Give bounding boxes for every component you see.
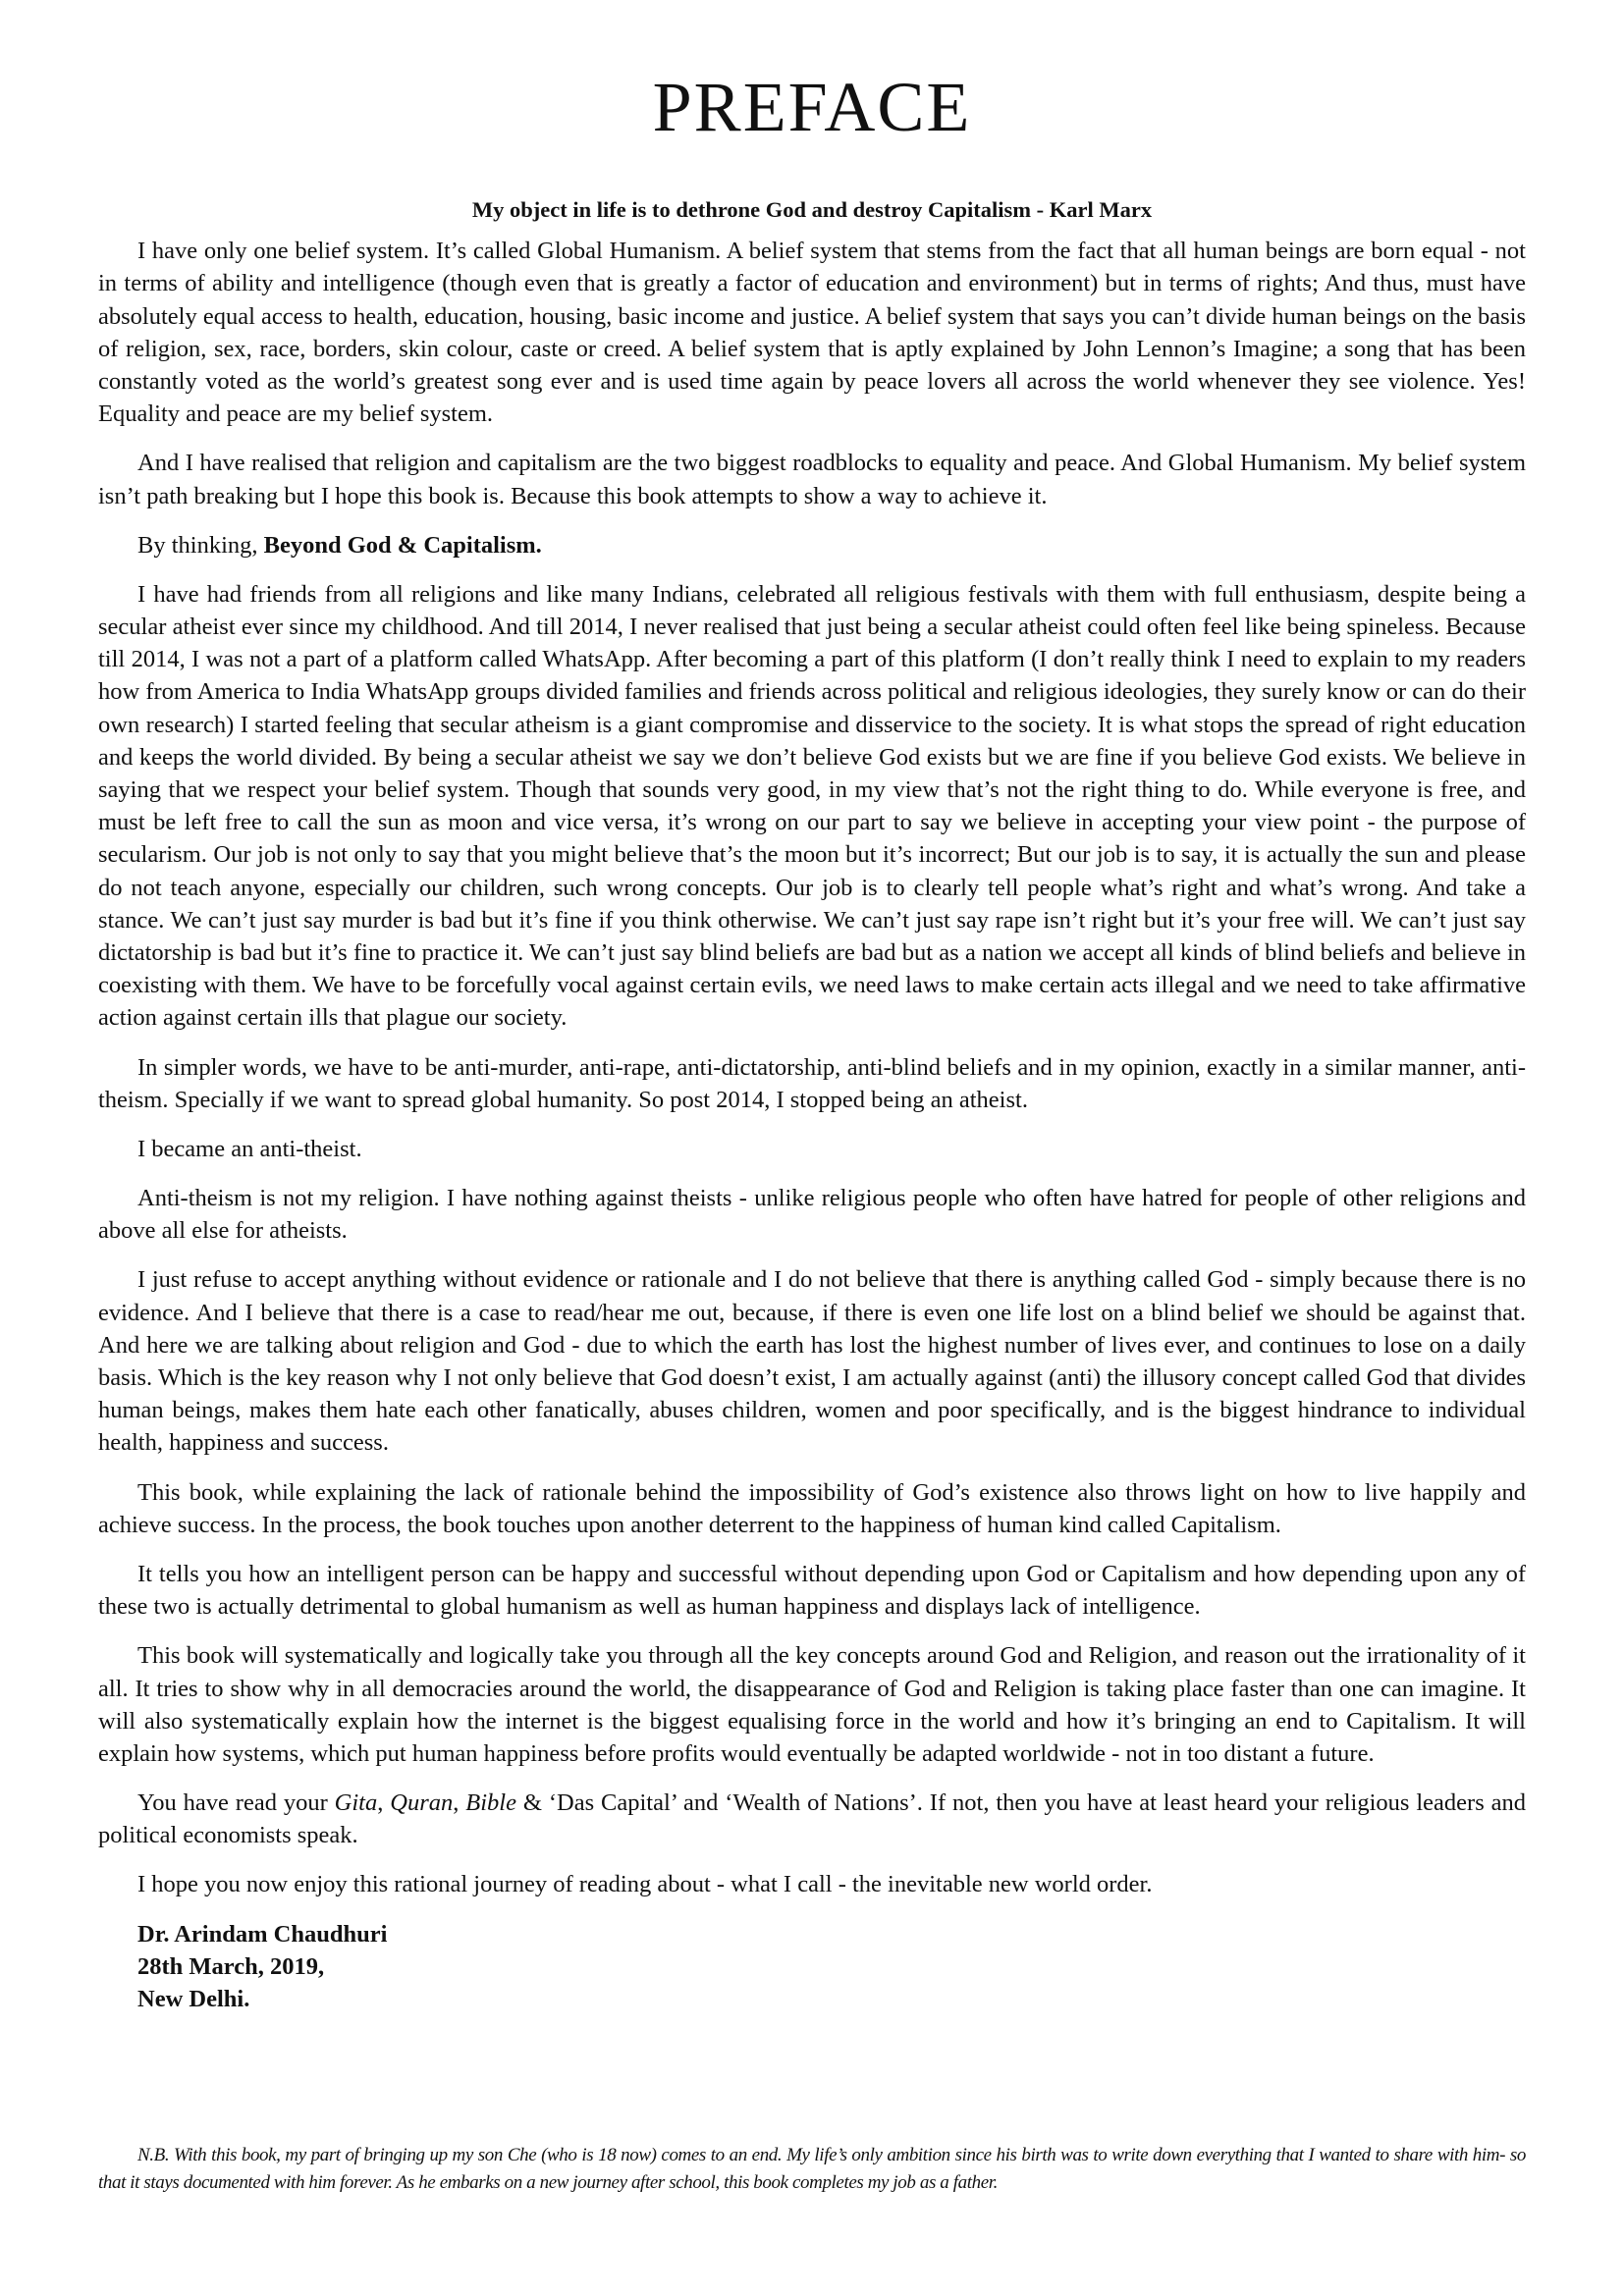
paragraph-7: Anti-theism is not my religion. I have nothing against theists - unlike religious people who often have hatred for people of other religions and above all else for atheists. [98, 1185, 1526, 1245]
signature-block [98, 1918, 1526, 2016]
author-name: Dr. Arindam Chaudhuri [137, 1920, 388, 1948]
paragraph-3-prefix: By thinking, [137, 531, 264, 559]
paragraph-12-quran: Quran [390, 1789, 454, 1817]
paragraph-12-part-d: & ‘Das Capital’ and ‘Wealth of Nations’. If not, then you have at least heard your religious leaders and political economists speak. [98, 1789, 1527, 1849]
paragraph-1: I have only one belief system. It’s called Global Humanism. A belief system that stems from the fact that all human beings are born equal - not in terms of ability and intelligence (though even that is greatly a factor of education and environment) but in terms of rights; And thus, must have absolutely equal access to health, education, housing, basic income and justice. A belief system that says you can’t divide human beings on the basis of religion, sex, race, borders, skin colour, caste or creed. A belief system that is aptly explained by John Lennon’s Imagine; a song that has been constantly voted as the world’s greatest song ever and is used time again by peace lovers all across the world whenever they see violence. Yes! Equality and peace are my belief system. [98, 238, 1526, 428]
paragraph-12-part-b: , [377, 1789, 391, 1817]
paragraph-12-part-a: You have read your [137, 1789, 335, 1817]
page-title: PREFACE [652, 68, 972, 146]
paragraph-5: In simpler words, we have to be anti-murder, anti-rape, anti-dictatorship, anti-blind beliefs and in my opinion, exactly in a similar manner, anti-theism. Specially if we want to spread global humanity. So post 2014, I stopped being an atheist. [98, 1053, 1526, 1113]
epigraph-quote: My object in life is to dethrone God and destroy Capitalism - Karl Marx [471, 197, 1153, 223]
preface-page [98, 69, 1526, 2016]
paragraph-2: And I have realised that religion and capitalism are the two biggest roadblocks to equality and peace. And Global Humanism. My belief system isn’t path breaking but I hope this book is. Because this book attempts to show a way to achieve it. [98, 450, 1526, 509]
paragraph-12-gita: Gita [334, 1789, 378, 1817]
paragraph-3-bold: Beyond God & Capitalism. [263, 531, 542, 559]
paragraph-3 [98, 529, 1526, 561]
footnote: N.B. With this book, my part of bringing up my son Che (who is 18 now) comes to an end. My life’s only ambition since his birth was to write down everything that I wanted to share with him- so that it stays documented with him forever. As he embarks on a new journey after school, this book completes my job as a father. [98, 2145, 1526, 2193]
paragraph-10: It tells you how an intelligent person can be happy and successful without depending upon God or Capitalism and how depending upon any of these two is actually detrimental to global humanism as well as human happiness and displays lack of intelligence. [98, 1560, 1526, 1621]
paragraph-8: I just refuse to accept anything without evidence or rationale and I do not believe that there is anything called God - simply because there is no evidence. And I believe that there is a case to read/hear me out, because, if there is even one life lost on a blind belief we should be against that. And here we are talking about religion and God - due to which the earth has lost the highest number of lives ever, and continues to lose on a daily basis. Which is the key reason why I not only believe that God doesn’t exist, I am actually against (anti) the illusory concept called God that divides human beings, makes them hate each other fanatically, abuses children, women and poor specifically, and is the biggest hindrance to individual health, happiness and success. [98, 1266, 1526, 1457]
paragraph-12 [98, 1787, 1526, 1851]
paragraph-11: This book will systematically and logically take you through all the key concepts around God and Religion, and reason out the irrationality of it all. It tries to show why in all democracies around the world, the disappearance of God and Religion is taking place faster than one can imagine. It will also systematically explain how the internet is the biggest equalising force in the world and how it’s bringing an end to Capitalism. It will explain how systems, which put human happiness before profits would eventually be adapted worldwide - not in too distant a future. [98, 1642, 1526, 1767]
paragraph-4: I have had friends from all religions and like many Indians, celebrated all religious festivals with them with full enthusiasm, despite being a secular atheist ever since my childhood. And till 2014, I never realised that just being a secular atheist could often feel like being spineless. Because till 2014, I was not a part of a platform called WhatsApp. After becoming a part of this platform (I don’t really think I need to explain to my readers how from America to India WhatsApp groups divided families and friends across political and religious ideologies, they surely know or can do their own research) I started feeling that secular atheism is a giant compromise and disservice to the society. It is what stops the spread of right education and keeps the world divided. By being a secular atheist we say we don’t believe God exists but we are fine if you believe God exists. We believe in saying that we respect your belief system. Though that sounds very good, in my view that’s not the right thing to do. While everyone is free, and must be left free to call the sun as moon and vice versa, it’s wrong on our part to say we believe in accepting your view point - the purpose of secularism. Our job is not only to say that you might believe that’s the moon but it’s incorrect; But our job is to say, it is actually the sun and please do not teach anyone, especially our children, such wrong concepts. Our job is to clearly tell people what’s right and what’s wrong. And take a stance. We can’t just say murder is bad but it’s fine if you think otherwise. We can’t just say rape isn’t right but it’s your free will. We can’t just say dictatorship is bad but it’s fine to practice it. We can’t just say blind beliefs are bad but as a nation we accept all kinds of blind beliefs and believe in coexisting with them. We have to be forcefully vocal against certain evils, we need laws to make certain acts illegal and we need to take affirmative action against certain ills that plague our society. [98, 580, 1526, 1032]
paragraph-13: I hope you now enjoy this rational journey of reading about - what I call - the inevitable new world order. [137, 1871, 1153, 1898]
paragraph-12-bible: Bible [465, 1789, 516, 1817]
signature-place: New Delhi. [137, 1986, 250, 2013]
signature-date: 28th March, 2019, [137, 1952, 325, 1980]
paragraph-6: I became an anti-theist. [137, 1135, 362, 1162]
paragraph-12-part-c: , [453, 1789, 466, 1817]
paragraph-9: This book, while explaining the lack of rationale behind the impossibility of God’s existence also throws light on how to live happily and achieve success. In the process, the book touches upon another deterrent to the happiness of human kind called Capitalism. [98, 1478, 1526, 1538]
